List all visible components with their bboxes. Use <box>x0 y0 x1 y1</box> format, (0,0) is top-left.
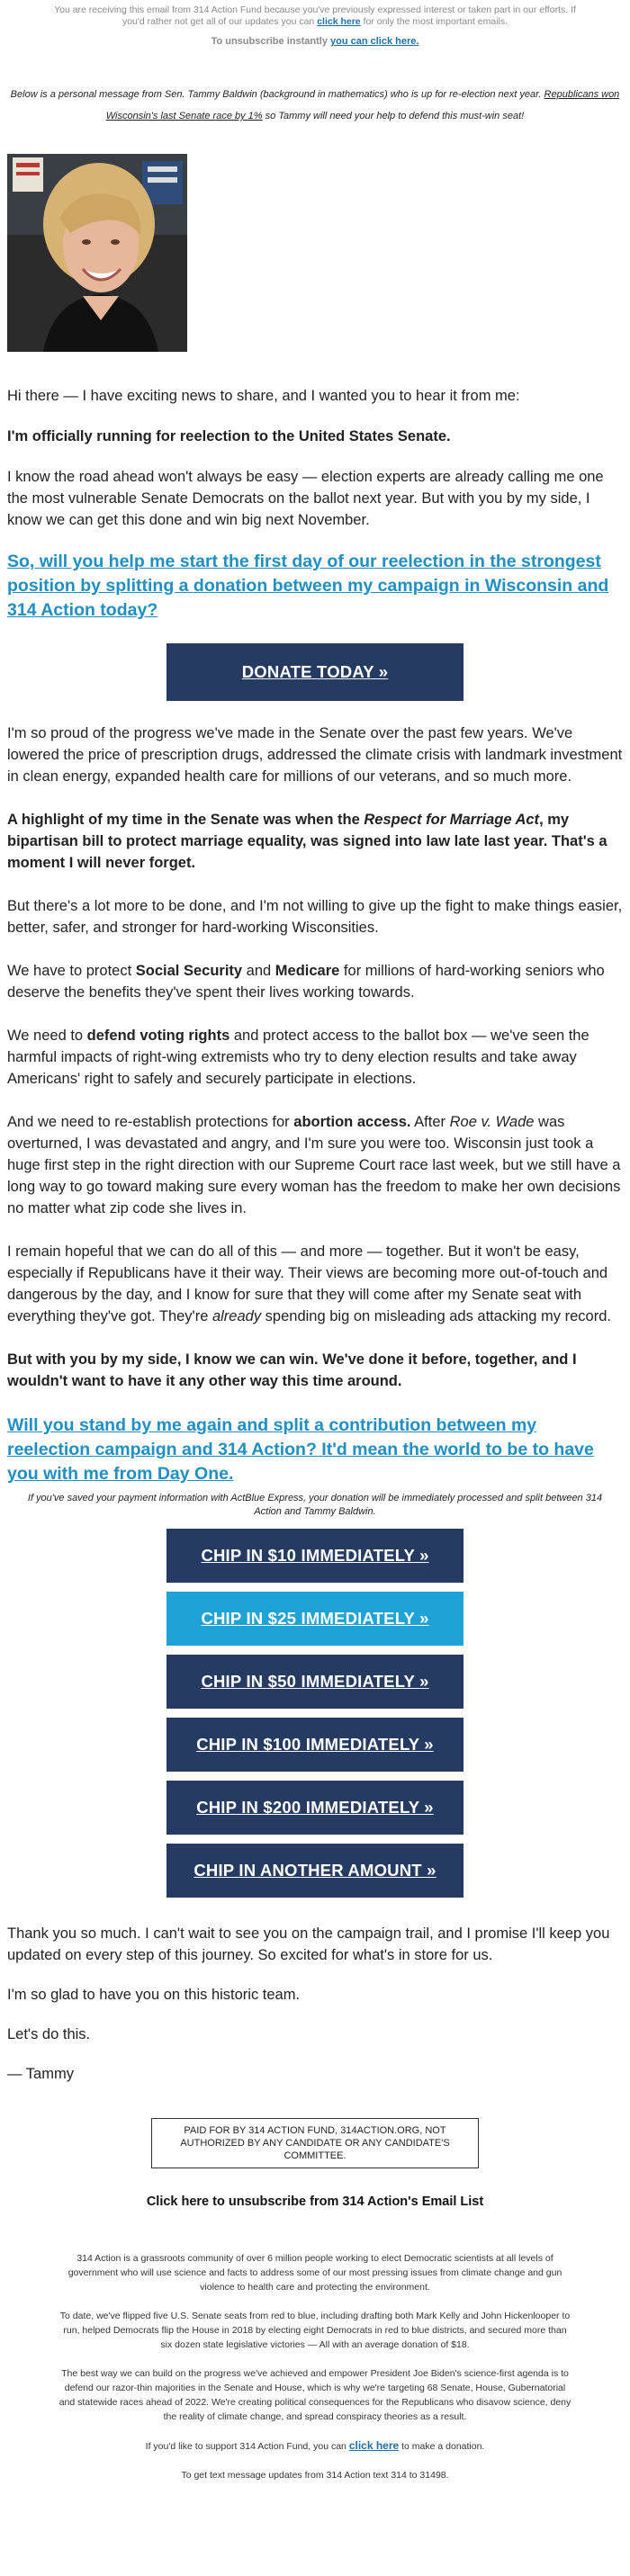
ab-text-3: was overturned, I was devastated and angry, and I'm sure you were too. Wisconsin just took a huge first step in the right direction with our Supreme Court race last week, but we still have a long way to go toward making sure every woman has the freedom to make her own decisions no matter what zip code she lives in. <box>7 1114 621 1216</box>
paragraph-glad: I'm so glad to have you on this historic team. <box>7 1987 301 2003</box>
chip-in-25-button[interactable]: CHIP IN $25 IMMEDIATELY » <box>166 1592 464 1646</box>
chip-in-200-button[interactable]: CHIP IN $200 IMMEDIATELY » <box>166 1781 464 1835</box>
chip-in-10-button[interactable]: CHIP IN $10 IMMEDIATELY » <box>166 1529 464 1583</box>
footer-support <box>0 2438 630 2454</box>
ss-social-security: Social Security <box>135 963 243 979</box>
paragraph-social-security <box>7 960 623 1003</box>
intro-text: Below is a personal message from Sen. Tammy Baldwin (background in mathematics) who is up for re-election next year. <box>10 89 542 100</box>
signoff: — Tammy <box>7 2066 74 2082</box>
paragraph-progress: I'm so proud of the progress we've made in the Senate over the past few years. We've lowered the price of prescription drugs, addressed the climate crisis with landmark investment in clean energy, expanded health care for millions of our veterans, and so much more. <box>7 725 623 785</box>
vr-text-1: We need to <box>7 1028 87 1044</box>
ab-roe-v-wade: Roe v. Wade <box>449 1114 535 1130</box>
unsubscribe-bottom-link[interactable]: Click here to unsubscribe from 314 Action's Email List <box>146 2195 484 2209</box>
ab-text-2: After <box>410 1114 450 1130</box>
chip-in-other-amount-button[interactable]: CHIP IN ANOTHER AMOUNT » <box>166 1844 464 1898</box>
chip-in-buttons <box>0 1529 630 1898</box>
unsubscribe-top-text: To unsubscribe instantly <box>211 36 328 47</box>
preheader-click-here-link[interactable]: click here <box>317 16 361 27</box>
donate-today-button[interactable]: DONATE TODAY » <box>166 643 464 701</box>
preheader-text-end: for only the most important emails. <box>363 16 508 27</box>
announcement: I'm officially running for reelection to the United States Senate. <box>7 428 451 444</box>
ab-bold: abortion access. <box>293 1114 411 1130</box>
intro-message <box>0 48 630 127</box>
hope-already: already <box>212 1308 262 1324</box>
senator-photo-image <box>7 154 187 352</box>
paid-for-section <box>0 2118 630 2168</box>
letter-body-continued <box>0 723 630 1486</box>
vr-bold: defend voting rights <box>86 1028 230 1044</box>
paragraph-lets-do-this: Let's do this. <box>7 2026 91 2042</box>
support-click-here-link[interactable]: click here <box>348 2439 400 2452</box>
donation-ask-link[interactable]: So, will you help me start the first day of our reelection in the strongest position by splitting a donation between my campaign in Wisconsin and 314 Action today? <box>7 552 609 620</box>
support-text: If you'd like to support 314 Action Fund, you can <box>145 2441 346 2452</box>
hope-text-1: I remain hopeful that we can do all of this — and more — together. But it won't be easy, especially if Republicans have it their way. Their views are becoming more out-of-touch and dangerous by the day, and I know for sure that they will come after my Senate seat with everything they've got. They're <box>7 1243 608 1324</box>
vr-text-2: and protect access to the ballot box — we've seen the harmful impacts of right-wing extremists who try to deny election results and take away Americans' right to safely and securely participate in elections. <box>7 1028 590 1087</box>
chip-in-100-button[interactable]: CHIP IN $100 IMMEDIATELY » <box>166 1718 464 1772</box>
senator-photo <box>7 154 187 352</box>
chip-in-50-button[interactable]: CHIP IN $50 IMMEDIATELY » <box>166 1655 464 1709</box>
contribution-ask-link[interactable]: Will you stand by me again and split a contribution between my reelection campaign and 314 Action? It'd mean the world to be to have you with me from Day One. <box>7 1415 594 1484</box>
ss-medicare: Medicare <box>274 963 340 979</box>
footer-about: 314 Action is a grassroots community of over 6 million people working to elect Democratic scientists at all levels of government who will use science and facts to address some of our most pressing issues from climate change and gun violence to health care and protecting the environment. <box>68 2253 562 2293</box>
intro-text-end: so Tammy will need your help to defend this must-win seat! <box>265 111 525 121</box>
letter-body <box>0 385 630 623</box>
paragraph-road-ahead: I know the road ahead won't always be easy — election experts are already calling me one the most vulnerable Senate Democrats on the ballot next year. But with you by my side, I know we can get this done and win big next November. <box>7 469 604 528</box>
support-text-end: to make a donation. <box>401 2441 485 2452</box>
unsubscribe-top <box>0 35 630 48</box>
paragraph-highlight <box>7 809 623 874</box>
paragraph-thanks: Thank you so much. I can't wait to see you on the campaign trail, and I promise I'll keep you updated on every step of this journey. So excited for what's in store for us. <box>7 1925 610 1963</box>
ab-text-1: And we need to re-establish protections for <box>7 1114 294 1130</box>
ss-text-2: and <box>242 963 275 979</box>
footer-record: To date, we've flipped five U.S. Senate seats from red to blue, including drafting both Mark Kelly and John Hickenlooper to run, helped Democrats flip the House in 2018 by electing eight Democrats in red to blue districts, and secured more than six dozen state legislative victories — All with an average donation of $18. <box>59 2311 571 2350</box>
paragraph-abortion-access <box>7 1111 623 1219</box>
preheader-text: You are receiving this email from 314 Action Fund because you've previously expressed interest or taken part in our efforts. If you'd rather not get all of our updates you can <box>54 4 576 27</box>
paragraph-we-can-win: But with you by my side, I know we can win. We've done it before, together, and I wouldn't want to have it any other way this time around. <box>7 1351 577 1389</box>
paid-for-disclaimer: PAID FOR BY 314 ACTION FUND, 314ACTION.ORG, NOT AUTHORIZED BY ANY CANDIDATE OR ANY CANDIDATE'S COMMITTEE. <box>151 2118 479 2168</box>
greeting: Hi there — I have exciting news to share, and I wanted you to hear it from me: <box>7 388 520 404</box>
actblue-note: If you've saved your payment information with ActBlue Express, your donation will be immediately processed and split between 314 Action and Tammy Baldwin. <box>27 1493 603 1517</box>
ss-text-3: for millions of hard-working seniors who deserve the benefits they've spent their lives working towards. <box>7 963 605 1001</box>
closing <box>0 1923 630 2085</box>
unsubscribe-top-link[interactable]: you can click here. <box>330 36 419 47</box>
highlight-act-name: Respect for Marriage Act <box>364 812 540 828</box>
footer-best-way: The best way we can build on the progress we've achieved and empower President Joe Biden's science-first agenda is to defend our razor-thin majorities in the Senate and House, which is why we're targeting 68 Senate, House, Gubernatorial and statewide races ahead of 2022. We're creating political consequences for the Republicans who disavow science, deny the reality of climate change, and spread conspiracy theories as a result. <box>58 2368 572 2422</box>
preheader <box>0 0 630 28</box>
paragraph-more-to-do: But there's a lot more to be done, and I'm not willing to give up the fight to make things easier, better, safer, and stronger for hard-working Wisconsities. <box>7 898 623 936</box>
highlight-text-end: , my bipartisan bill to protect marriage equality, was signed into law late last year. That's a moment I will never forget. <box>7 812 608 871</box>
intro-link[interactable]: Republicans won Wisconsin's last Senate race by 1% <box>105 89 620 121</box>
paragraph-voting-rights <box>7 1025 623 1090</box>
footer-text-updates: To get text message updates from 314 Action text 314 to 31498. <box>181 2470 449 2481</box>
highlight-text: A highlight of my time in the Senate was when the <box>7 812 364 828</box>
hope-text-2: spending big on misleading ads attacking my record. <box>261 1308 611 1324</box>
paragraph-hopeful <box>7 1241 623 1327</box>
ss-text-1: We have to protect <box>7 963 136 979</box>
